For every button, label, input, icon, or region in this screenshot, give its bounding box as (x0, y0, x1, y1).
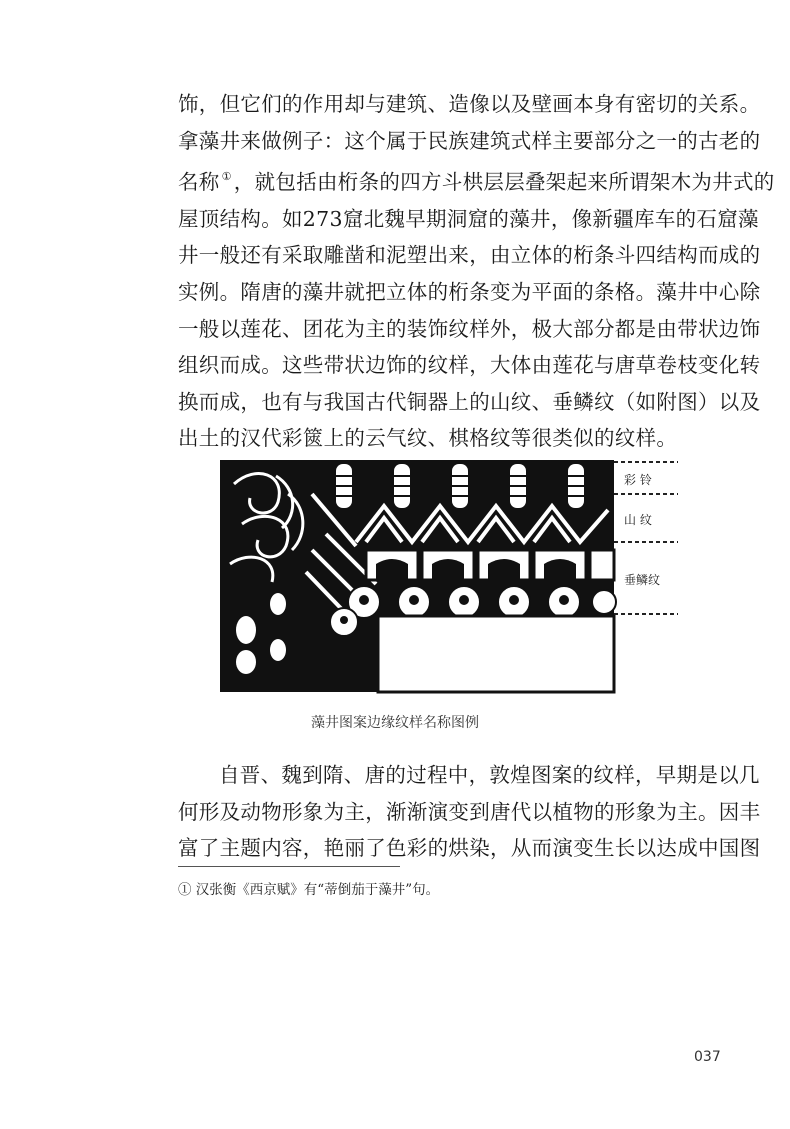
text-line: 组织而成。这些带状边饰的纹样，大体由莲花与唐草卷枝变化转 (178, 353, 761, 378)
line-text: 自晋、魏到隋、唐的过程中，敦煌图案的纹样，早期是以几 (219, 763, 760, 787)
text-line: 饰，但它们的作用却与建筑、造像以及壁画本身有密切的关系。 (178, 92, 761, 116)
text-line (178, 159, 775, 201)
label-bell: 彩 铃 (624, 473, 652, 487)
body-paragraph-1 (178, 86, 775, 457)
text-line: 拿藻井来做例子：这个属于民族建筑式样主要部分之一的古老的 (178, 128, 761, 153)
body-paragraph-2 (178, 757, 761, 867)
label-scale: 垂鳞纹 (624, 573, 661, 587)
footnote-marker[interactable]: ① (221, 170, 232, 184)
text-line: 富了主题内容，艳丽了色彩的烘染，从而演变生长以达成中国图 (178, 836, 761, 861)
text-line: 实例。隋唐的藻井就把立体的桁条变为平面的条格。藻井中心除 (178, 279, 761, 304)
center-panel (378, 616, 614, 692)
label-mountain: 山 纹 (624, 513, 652, 527)
text-line: 换而成，也有与我国古代铜器上的山纹、垂鳞纹（如附图）以及 (178, 389, 761, 414)
page-number: 037 (694, 1049, 721, 1065)
comma: ， (233, 170, 255, 195)
caisson-pattern-figure (216, 454, 696, 698)
text-line: 井一般还有采取雕凿和泥塑出来，由立体的桁条斗四结构而成的 (178, 243, 761, 268)
text-line: 出土的汉代彩篋上的云气纹、棋格纹等很类似的纹样。 (178, 426, 678, 451)
text-line: 一般以莲花、团花为主的装饰纹样外，极大部分都是由带状边饰 (178, 316, 761, 341)
footnote: ① 汉张衡《西京赋》有“蒂倒茄于藻井”句。 (178, 882, 440, 898)
pattern-illustration (216, 454, 696, 698)
line-prefix: 名称 (178, 170, 220, 195)
line-rest: 就包括由桁条的四方斗栱层层叠架起来所谓架木为井式的 (254, 170, 775, 195)
text-line: 屋顶结构。如273窟北魏早期洞窟的藻井，像新疆库车的石窟藻 (178, 206, 759, 231)
text-line: 何形及动物形象为主，渐渐演变到唐代以植物的形象为主。因丰 (178, 799, 761, 824)
footnote-divider (178, 866, 400, 867)
figure-caption: 藻井图案边缘纹样名称图例 (311, 715, 479, 731)
text-line (178, 757, 760, 794)
